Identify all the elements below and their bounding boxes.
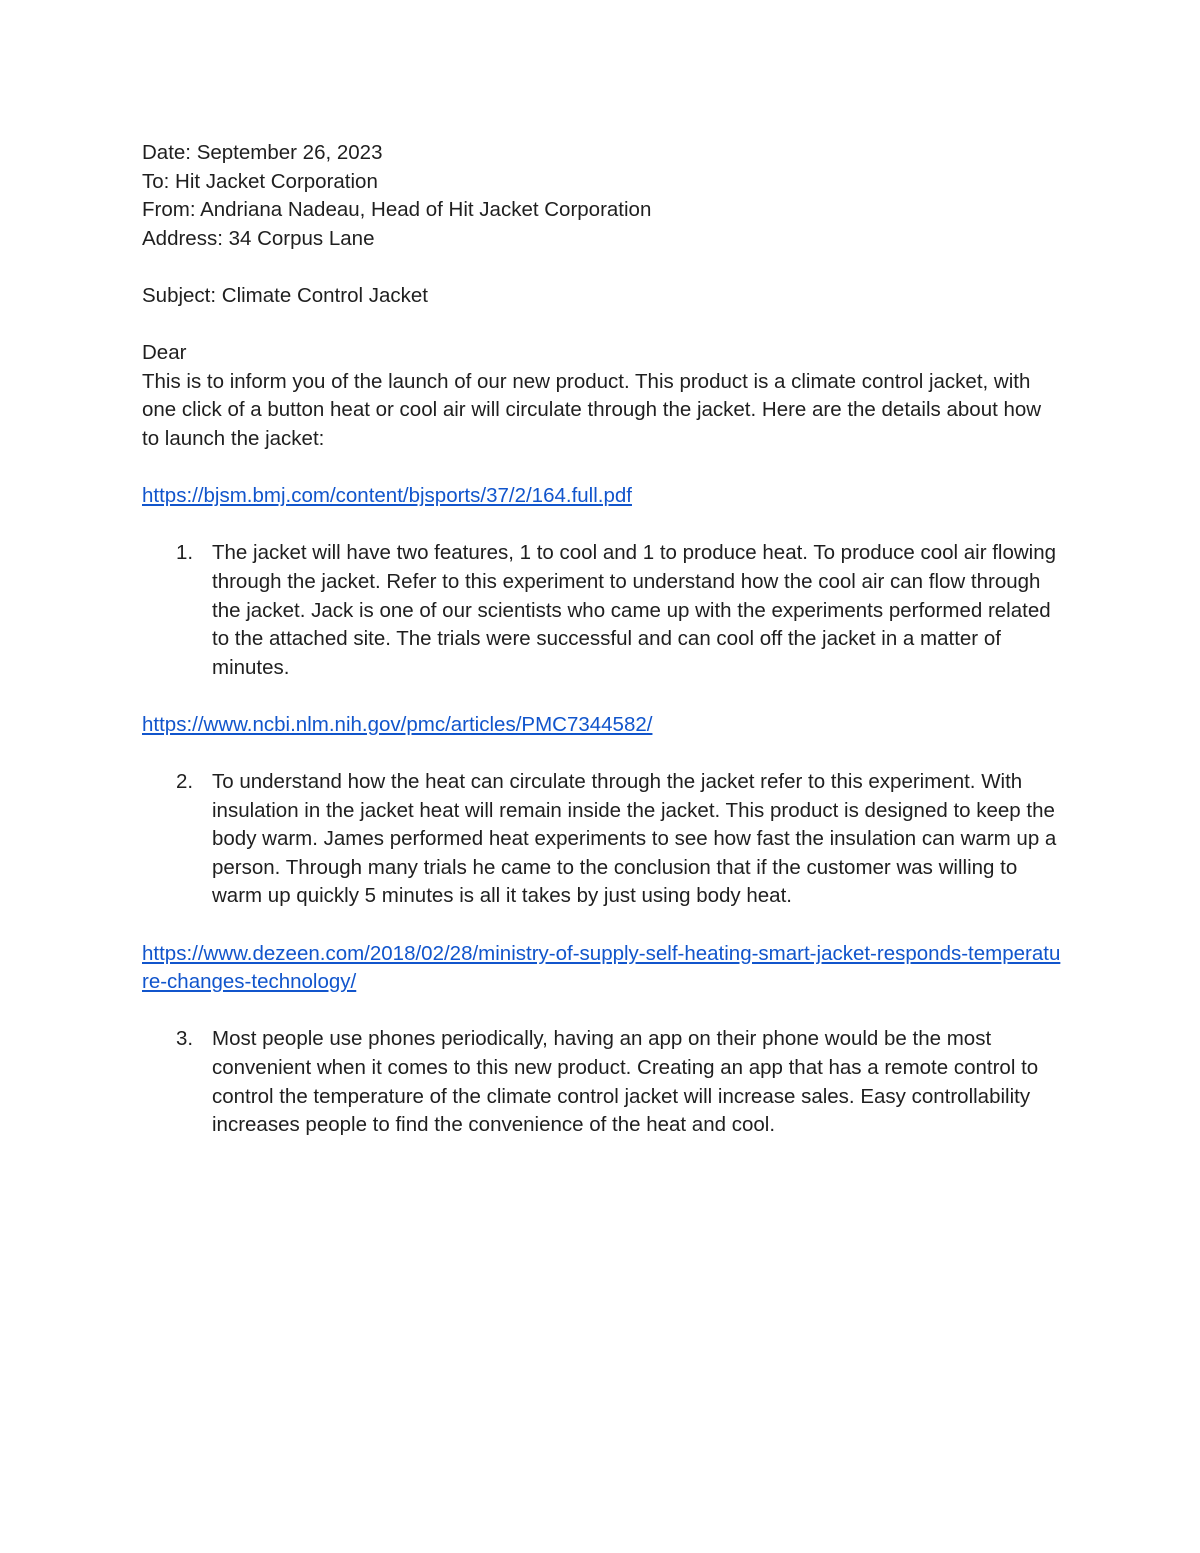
reference-link-3[interactable]: https://www.dezeen.com/2018/02/28/ministry-of-supply-self-heating-smart-jacket-responds-temperature-changes-technology/ <box>142 941 1061 994</box>
to-line: To: Hit Jacket Corporation <box>142 169 378 193</box>
spacer <box>142 997 1072 1026</box>
spacer <box>142 511 1072 540</box>
intro-paragraph: This is to inform you of the launch of our new product. This product is a climate control jacket, with one click of a button heat or cool air will circulate through the jacket. Here are the details about how to launch the jacket: <box>142 369 1042 450</box>
list-number: 3. <box>176 1027 194 1051</box>
address-line: Address: 34 Corpus Lane <box>142 226 375 250</box>
list-item-text: The jacket will have two features, 1 to cool and 1 to produce heat. To produce cool air flowing through the jacket. Refer to this experiment to understand how the cool air can flow through the jacket. Jack is one of our scientists who came up with the experiments performed related to the attached site. The trials were successful and can cool off the jacket in a matter of minutes. <box>212 541 1057 679</box>
list-item <box>142 1025 1062 1139</box>
list-item <box>142 768 1062 911</box>
salutation: Dear <box>142 341 187 365</box>
subject-line: Subject: Climate Control Jacket <box>142 283 428 307</box>
spacer <box>142 682 1072 711</box>
date-line: Date: September 26, 2023 <box>142 141 383 164</box>
list-number: 1. <box>176 541 194 565</box>
reference-link-2[interactable]: https://www.ncbi.nlm.nih.gov/pmc/articles/PMC7344582/ <box>142 712 653 736</box>
from-line: From: Andriana Nadeau, Head of Hit Jacket Corporation <box>142 198 652 222</box>
spacer <box>142 454 1072 483</box>
numbered-list-3 <box>142 1025 1072 1139</box>
spacer <box>142 253 1072 282</box>
list-item <box>142 539 1062 682</box>
spacer <box>142 739 1072 768</box>
list-item-text: To understand how the heat can circulate through the jacket refer to this experiment. With insulation in the jacket heat will remain inside the jacket. This product is designed to keep the body warm. James performed heat experiments to see how fast the insulation can warm up a person. Through many trials he came to the conclusion that if the customer was willing to warm up quickly 5 minutes is all it takes by just using body heat. <box>212 770 1057 908</box>
numbered-list-1 <box>142 539 1072 682</box>
spacer <box>142 911 1072 940</box>
numbered-list-2 <box>142 768 1072 911</box>
list-item-text: Most people use phones periodically, having an app on their phone would be the most convenient when it comes to this new product. Creating an app that has a remote control to control the temperature of the climate control jacket will increase sales. Easy controllability increases people to find the convenience of the heat and cool. <box>212 1027 1039 1137</box>
reference-link-1[interactable]: https://bjsm.bmj.com/content/bjsports/37/2/164.full.pdf <box>142 484 632 508</box>
letter-page <box>142 139 1072 1140</box>
list-number: 2. <box>176 770 194 794</box>
spacer <box>142 311 1072 340</box>
